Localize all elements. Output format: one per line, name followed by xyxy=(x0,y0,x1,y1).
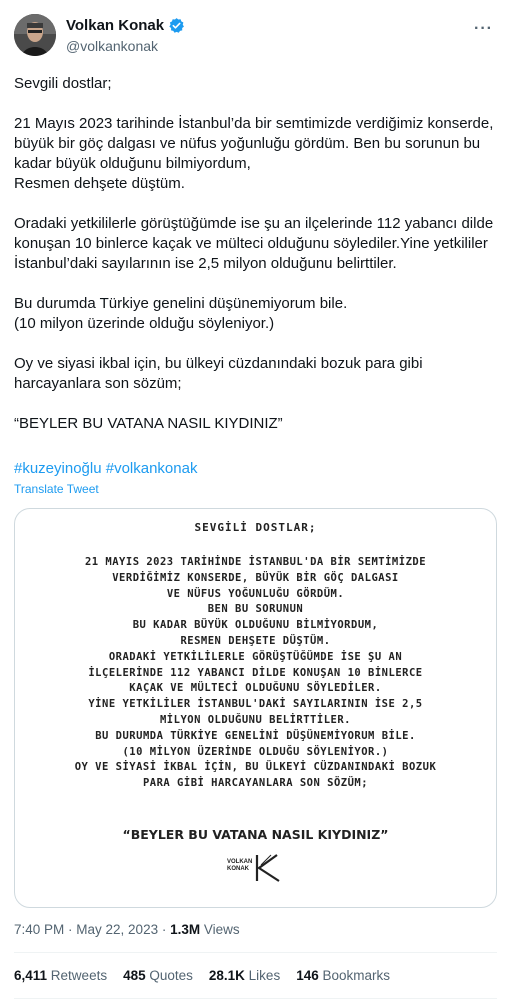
retweets-count: 6,411 xyxy=(14,968,48,983)
media-line: RESMEN DEHŞETE DÜŞTÜM. xyxy=(180,634,331,647)
tweet-meta xyxy=(14,922,240,937)
translate-tweet-link[interactable]: Translate Tweet xyxy=(14,482,99,496)
retweets-label: Retweets xyxy=(47,968,108,983)
bookmarks-count: 146 xyxy=(296,968,319,983)
meta-separator: · xyxy=(64,922,77,937)
tweet-paragraph xyxy=(14,354,498,394)
media-title: SEVGİLİ DOSTLAR; xyxy=(194,521,317,534)
retweets-stat[interactable] xyxy=(14,968,107,983)
author-handle[interactable]: @volkankonak xyxy=(66,38,159,54)
logo-text-2: KONAK xyxy=(227,866,249,872)
media-quote: “BEYLER BU VATANA NASIL KIYDINIZ” xyxy=(122,827,389,842)
tweet-paragraph xyxy=(14,214,498,274)
tweet-line: büyük bir göç dalgası ve nüfus yoğunluğu gördüm. Ben bu sorunun bu xyxy=(14,135,481,152)
media-line: 21 MAYIS 2023 TARİHİNDE İSTANBUL'DA BİR SEMTİMİZDE xyxy=(84,556,427,568)
quotes-count: 485 xyxy=(123,968,146,983)
likes-label: Likes xyxy=(244,968,281,983)
tweet-line: konuşan 10 binlerce kaçak ve mülteci olduğunu söylediler.Yine yetkililer xyxy=(14,235,488,252)
name-row xyxy=(66,17,185,34)
tweet-line: 21 Mayıs 2023 tarihinde İstanbul’da bir semtimizde verdiğimiz konserde, xyxy=(14,115,494,132)
tweet-paragraph xyxy=(14,74,498,94)
avatar[interactable] xyxy=(14,14,56,56)
tweet-paragraph xyxy=(14,414,498,434)
divider xyxy=(14,998,497,999)
tweet-date[interactable]: May 22, 2023 xyxy=(76,922,159,937)
tweet-time[interactable]: 7:40 PM xyxy=(14,922,65,937)
divider xyxy=(14,952,497,953)
likes-stat[interactable] xyxy=(209,968,280,983)
tweet-paragraph xyxy=(14,294,498,334)
tweet-line: kadar büyük olduğunu bilmiyordum, xyxy=(14,155,251,172)
author-name[interactable]: Volkan Konak xyxy=(66,17,165,34)
likes-count: 28.1K xyxy=(208,968,245,983)
media-line: VE NÜFUS YOĞUNLUĞU GÖRDÜM. xyxy=(166,587,345,600)
bookmarks-label: Bookmarks xyxy=(318,968,391,983)
tweet-line: Oradaki yetkililerle görüştüğümde ise şu an ilçelerinde 112 yabancı dilde xyxy=(14,215,494,232)
hashtag-volkankonak[interactable]: #volkankonak xyxy=(105,460,198,477)
media-line: KAÇAK VE MÜLTECİ OLDUĞUNU SÖYLEDİLER. xyxy=(129,682,382,695)
media-line: BEN BU SORUNUN xyxy=(207,603,304,616)
avatar-image xyxy=(14,14,56,56)
logo-k-icon xyxy=(227,853,287,883)
tweet-line: Oy ve siyasi ikbal için, bu ülkeyi cüzdanındaki bozuk para gibi xyxy=(14,355,423,372)
tweet-line: İstanbul’daki sayılarının ise 2,5 milyon olduğunu belirttiler. xyxy=(14,255,397,272)
hashtag-kuzeyinoglu[interactable]: #kuzeyinoğlu xyxy=(14,460,102,477)
tweet-line: “BEYLER BU VATANA NASIL KIYDINIZ” xyxy=(14,415,283,432)
media-line: (10 MİLYON ÜZERİNDE OLDUĞU SÖYLENİYOR.) xyxy=(122,745,389,758)
media-lines xyxy=(15,555,496,792)
meta-separator: · xyxy=(158,922,171,937)
hashtags xyxy=(14,459,197,479)
signature-logo xyxy=(227,853,287,883)
tweet-line: Resmen dehşete düştüm. xyxy=(14,175,185,192)
tweet-line: harcayanlara son sözüm; xyxy=(14,375,182,392)
tweet-text xyxy=(14,74,498,454)
media-line: İLÇELERİNDE 112 YABANCI DİLDE KONUŞAN 10 BİNLERCE xyxy=(88,666,423,679)
tweet-header xyxy=(14,14,497,58)
media-image[interactable] xyxy=(14,508,497,908)
tweet-line: Bu durumda Türkiye genelini düşünemiyorum bile. xyxy=(14,295,348,312)
media-line: ORADAKİ YETKİLİLERLE GÖRÜŞTÜĞÜMDE İSE ŞU AN xyxy=(108,650,403,663)
media-line: MİLYON OLDUĞUNU BELİRTTİLER. xyxy=(159,713,351,726)
quotes-label: Quotes xyxy=(145,968,193,983)
logo-text-1: VOLKAN xyxy=(227,859,253,865)
tweet-stats xyxy=(14,968,390,983)
media-line: YİNE YETKİLİLER İSTANBUL'DAKİ SAYILARININ İSE 2,5 xyxy=(88,698,423,711)
views-label: Views xyxy=(200,922,240,937)
quotes-stat[interactable] xyxy=(123,968,193,983)
tweet-line: (10 milyon üzerinde olduğu söyleniyor.) xyxy=(14,315,275,332)
bookmarks-stat[interactable] xyxy=(296,968,390,983)
tweet-line: Sevgili dostlar; xyxy=(14,75,112,92)
more-options-icon[interactable]: ··· xyxy=(474,20,493,37)
tweet-paragraph xyxy=(14,114,498,194)
media-line: VERDİĞİMİZ KONSERDE, BÜYÜK BİR GÖÇ DALGASI xyxy=(112,571,399,584)
media-line: BU DURUMDA TÜRKİYE GENELİNİ DÜŞÜNEMİYORUM BİLE. xyxy=(95,729,416,742)
views-count: 1.3M xyxy=(170,922,201,937)
media-line: BU KADAR BÜYÜK OLDUĞUNU BİLMİYORDUM, xyxy=(132,619,379,632)
media-line: PARA GİBİ HARCAYANLARA SON SÖZÜM; xyxy=(142,777,369,790)
media-line: OY VE SİYASİ İKBAL İÇİN, BU ÜLKEYİ CÜZDANINDAKİ BOZUK xyxy=(74,761,437,774)
verified-badge-icon xyxy=(168,17,185,34)
